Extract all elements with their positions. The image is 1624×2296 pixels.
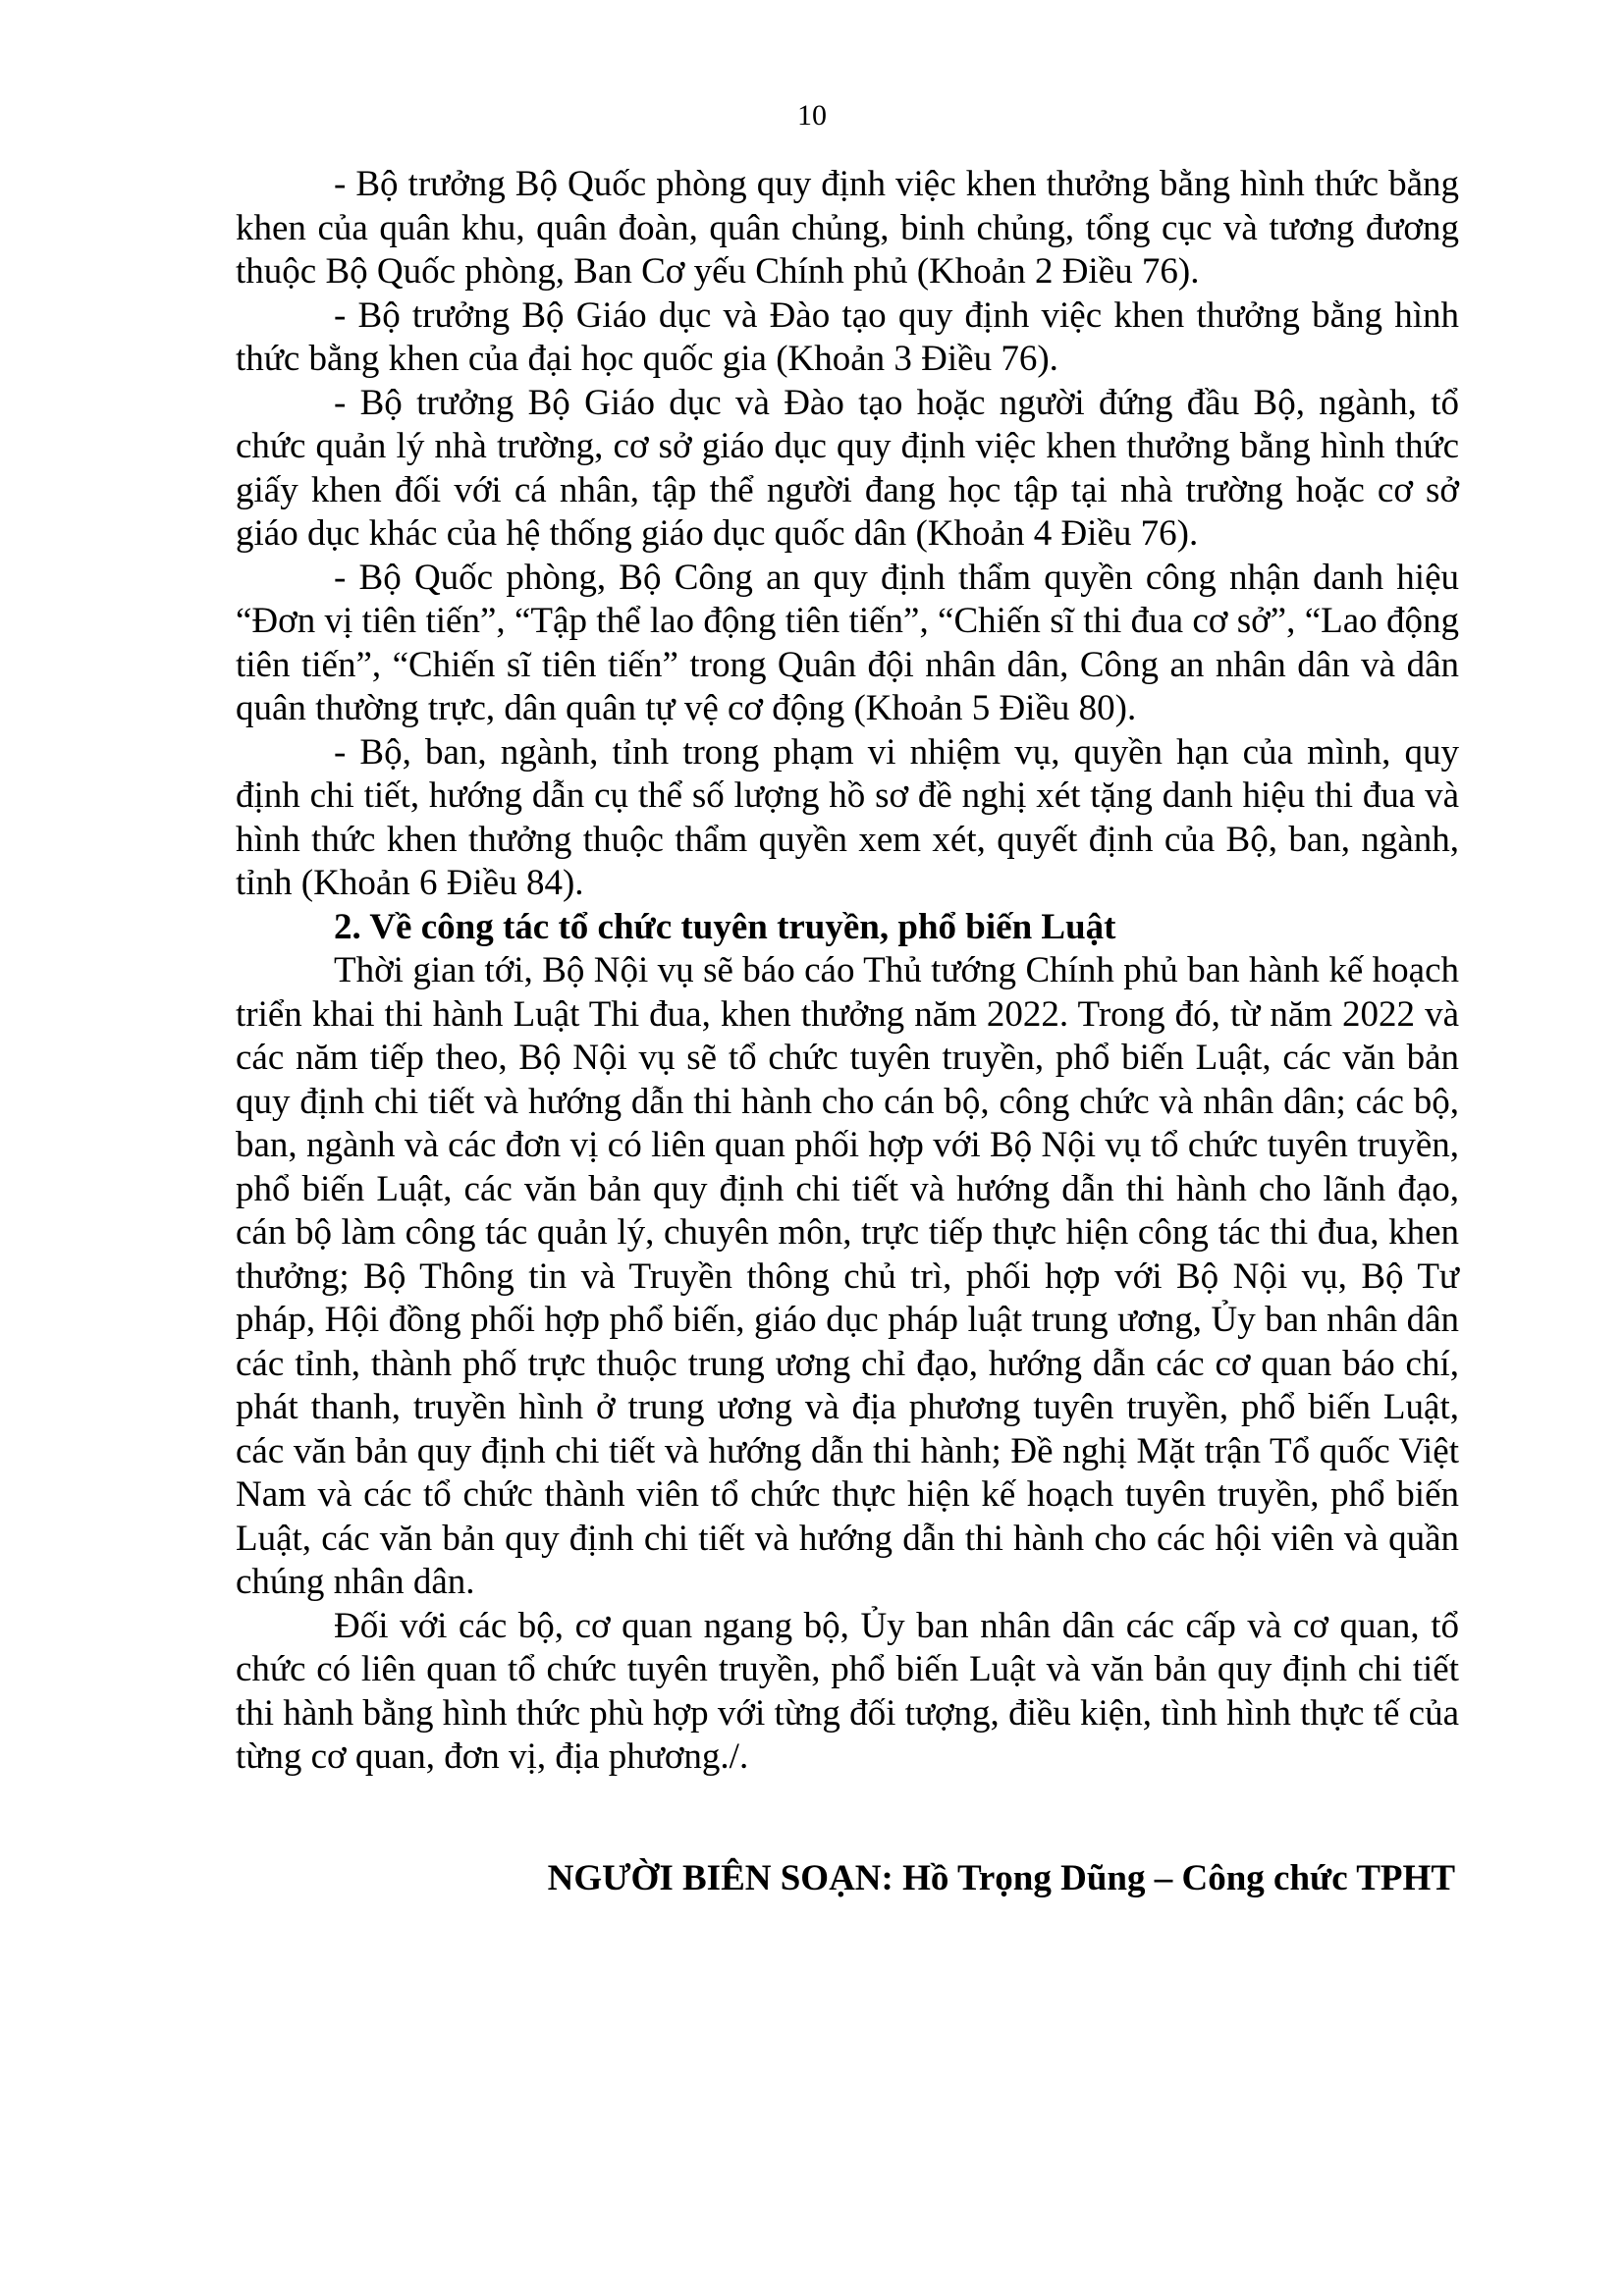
author-signature-line: NGƯỜI BIÊN SOẠN: Hồ Trọng Dũng – Công chức TPHT [547,1858,1455,1898]
paragraph: - Bộ Quốc phòng, Bộ Công an quy định thẩm quyền công nhận danh hiệu “Đơn vị tiên tiến”, “Tập thể lao động tiên tiến”, “Chiến sĩ thi đua cơ sở”, “Lao động tiên tiến”, “Chiến sĩ tiên tiến” trong Quân đội nhân dân, Công an nhân dân và dân quân thường trực, dân quân tự vệ cơ động (Khoản 5 Điều 80). [236,557,1459,728]
paragraph: - Bộ trưởng Bộ Giáo dục và Đào tạo quy định việc khen thưởng bằng hình thức bằng khen của đại học quốc gia (Khoản 3 Điều 76). [236,294,1459,379]
paragraph: Đối với các bộ, cơ quan ngang bộ, Ủy ban nhân dân các cấp và cơ quan, tổ chức có liên quan tổ chức tuyên truyền, phổ biến Luật và văn bản quy định chi tiết thi hành bằng hình thức phù hợp với từng đối tượng, điều kiện, tình hình thực tế của từng cơ quan, đơn vị, địa phương./. [236,1605,1459,1777]
document-body [236,163,1459,1780]
section-heading: 2. Về công tác tổ chức tuyên truyền, phổ biến Luật [334,906,1116,947]
page-number: 10 [797,99,827,132]
paragraph: - Bộ trưởng Bộ Giáo dục và Đào tạo hoặc người đứng đầu Bộ, ngành, tổ chức quản lý nhà trường, cơ sở giáo dục quy định việc khen thưởng bằng hình thức giấy khen đối với cá nhân, tập thể người đang học tập tại nhà trường hoặc cơ sở giáo dục khác của hệ thống giáo dục quốc dân (Khoản 4 Điều 76). [236,382,1459,554]
paragraph: - Bộ, ban, ngành, tỉnh trong phạm vi nhiệm vụ, quyền hạn của mình, quy định chi tiết, hướng dẫn cụ thể số lượng hồ sơ đề nghị xét tặng danh hiệu thi đua và hình thức khen thưởng thuộc thẩm quyền xem xét, quyết định của Bộ, ban, ngành, tỉnh (Khoản 6 Điều 84). [236,731,1459,903]
paragraph: Thời gian tới, Bộ Nội vụ sẽ báo cáo Thủ tướng Chính phủ ban hành kế hoạch triển khai thi hành Luật Thi đua, khen thưởng năm 2022. Trong đó, từ năm 2022 và các năm tiếp theo, Bộ Nội vụ sẽ tổ chức tuyên truyền, phổ biến Luật, các văn bản quy định chi tiết và hướng dẫn thi hành cho cán bộ, công chức và nhân dân; các bộ, ban, ngành và các đơn vị có liên quan phối hợp với Bộ Nội vụ tổ chức tuyên truyền, phổ biến Luật, các văn bản quy định chi tiết và hướng dẫn thi hành cho lãnh đạo, cán bộ làm công tác quản lý, chuyên môn, trực tiếp thực hiện công tác thi đua, khen thưởng; Bộ Thông tin và Truyền thông chủ trì, phối hợp với Bộ Nội vụ, Bộ Tư pháp, Hội đồng phối hợp phổ biến, giáo dục pháp luật trung ương, Ủy ban nhân dân các tỉnh, thành phố trực thuộc trung ương chỉ đạo, hướng dẫn các cơ quan báo chí, phát thanh, truyền hình ở trung ương và địa phương tuyên truyền, phổ biến Luật, các văn bản quy định chi tiết và hướng dẫn thi hành; Đề nghị Mặt trận Tổ quốc Việt Nam và các tổ chức thành viên tổ chức thực hiện kế hoạch tuyên truyền, phổ biến Luật, các văn bản quy định chi tiết và hướng dẫn thi hành cho các hội viên và quần chúng nhân dân. [236,950,1459,1602]
paragraph: - Bộ trưởng Bộ Quốc phòng quy định việc khen thưởng bằng hình thức bằng khen của quân khu, quân đoàn, quân chủng, binh chủng, tổng cục và tương đương thuộc Bộ Quốc phòng, Ban Cơ yếu Chính phủ (Khoản 2 Điều 76). [236,164,1459,292]
